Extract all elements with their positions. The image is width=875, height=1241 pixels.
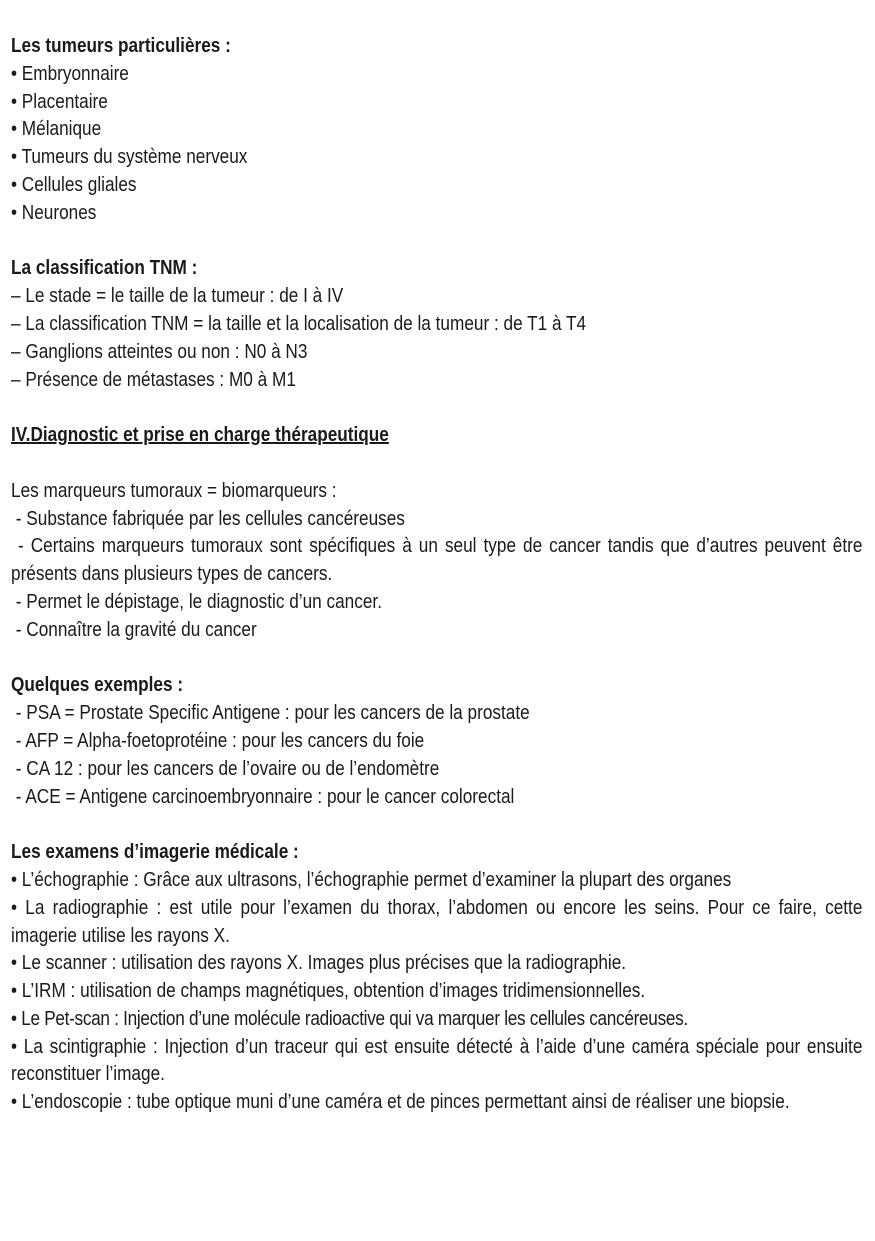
list-item: • La scintigraphie : Injection d’un traceur qui est ensuite détecté à l’aide d’une caméra spéciale pour ensuite reconstituer l’image. (11, 1035, 863, 1086)
section-intro: Les marqueurs tumoraux = biomarqueurs : (11, 479, 337, 502)
section-heading: La classification TNM : (11, 257, 198, 280)
section-exemples (11, 672, 862, 811)
list-item: • Le scanner : utilisation des rayons X. Images plus précises que la radiographie. (11, 952, 627, 975)
list-item: – Ganglions atteintes ou non : N0 à N3 (11, 340, 308, 363)
section-tumeurs-particulieres (11, 33, 862, 228)
section-marqueurs-tumoraux (11, 478, 868, 645)
list-item: • La radiographie : est utile pour l’examen du thorax, l’abdomen ou encore les seins. Pour ce faire, cette imagerie utilise les rayons X. (11, 896, 863, 947)
section-heading: Les examens d’imagerie médicale : (11, 841, 299, 864)
list-item: – La classification TNM = la taille et la localisation de la tumeur : de T1 à T4 (11, 312, 587, 335)
list-item: - Substance fabriquée par les cellules cancéreuses (11, 507, 405, 530)
section-imagerie-medicale (11, 839, 862, 1117)
chapter-heading: IV.Diagnostic et prise en charge thérapeutique (11, 424, 389, 447)
list-item: • L’IRM : utilisation de champs magnétiques, obtention d’images tridimensionnelles. (11, 980, 646, 1003)
section-classification-tnm (11, 255, 862, 394)
section-heading: Les tumeurs particulières : (11, 35, 231, 57)
list-item: - PSA = Prostate Specific Antigene : pour les cancers de la prostate (11, 702, 530, 725)
list-item: • Cellules gliales (11, 173, 137, 196)
list-item: • Placentaire (11, 90, 108, 113)
list-item: • Embryonnaire (11, 62, 129, 85)
list-item: • Le Pet-scan : Injection d’une molécule radioactive qui va marquer les cellules cancéreuses. (11, 1007, 688, 1030)
list-item: • Neurones (11, 201, 97, 224)
list-item: • Mélanique (11, 118, 102, 141)
document-page (11, 33, 868, 1117)
list-item: • Tumeurs du système nerveux (11, 146, 248, 169)
list-item: - Certains marqueurs tumoraux sont spécifiques à un seul type de cancer tandis que d’autres peuvent être présents dans plusieurs types de cancers. (11, 535, 868, 586)
list-item: - ACE = Antigene carcinoembryonnaire : pour le cancer colorectal (11, 785, 515, 808)
list-item: – Le stade = le taille de la tumeur : de I à IV (11, 285, 344, 308)
list-item: - AFP = Alpha-foetoprotéine : pour les cancers du foie (11, 729, 425, 752)
list-item: • L’échographie : Grâce aux ultrasons, l’échographie permet d’examiner la plupart des organes (11, 868, 732, 891)
list-item: • L’endoscopie : tube optique muni d’une caméra et de pinces permettant ainsi de réaliser une biopsie. (11, 1091, 790, 1114)
list-item: – Présence de métastases : M0 à M1 (11, 368, 296, 391)
list-item: - Connaître la gravité du cancer (11, 618, 257, 641)
list-item: - CA 12 : pour les cancers de l’ovaire ou de l’endomètre (11, 757, 440, 780)
list-item: - Permet le dépistage, le diagnostic d’un cancer. (11, 590, 382, 613)
section-heading: Quelques exemples : (11, 674, 184, 697)
